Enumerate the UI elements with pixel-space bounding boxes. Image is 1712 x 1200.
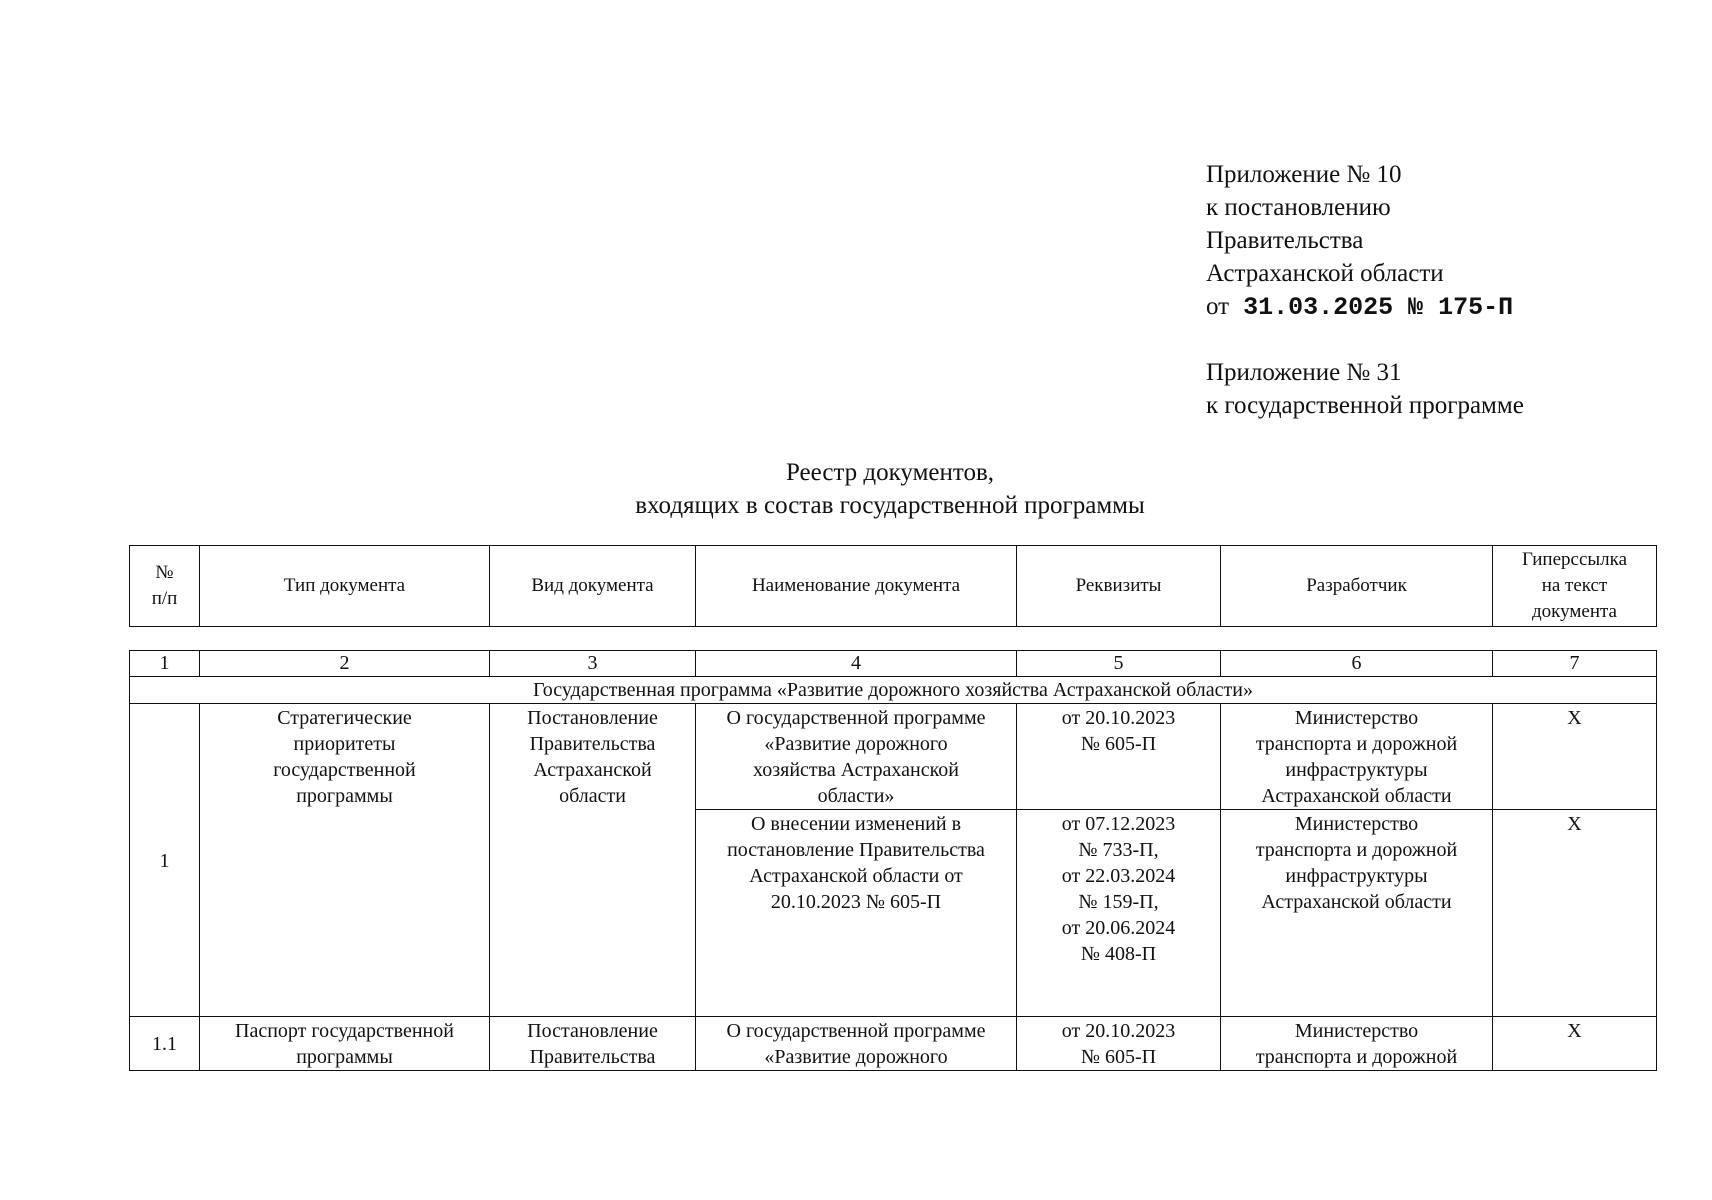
column-numbers-row: [130, 651, 1657, 677]
developer-cell: Министерство транспорта и дорожной инфраструктуры Астраханской области: [1221, 704, 1493, 810]
row-number: 1.1: [130, 1017, 200, 1071]
registry-table: [129, 650, 1657, 1071]
doc-type-cell: Паспорт государственной программы: [200, 1017, 490, 1071]
header-requisites: Реквизиты: [1017, 546, 1221, 627]
section-row: [130, 677, 1657, 704]
developer-cell: Министерство транспорта и дорожной: [1221, 1017, 1493, 1071]
requisites-cell: от 20.10.2023 № 605-П: [1017, 1017, 1221, 1071]
column-number: 3: [490, 651, 696, 677]
appendix-secondary: [1206, 356, 1524, 422]
title-line-2: входящих в состав государственной программы: [635, 492, 1145, 519]
title-line-1: Реестр документов,: [785, 459, 995, 486]
header-doc-name: Наименование документа: [696, 546, 1017, 627]
section-title: Государственная программа «Развитие дорожного хозяйства Астраханской области»: [130, 677, 1657, 704]
column-number: 2: [200, 651, 490, 677]
header-hyperlink: Гиперссылка на текст документа: [1493, 546, 1657, 627]
hyperlink-cell: X: [1493, 810, 1657, 1017]
appendix-date-line: [1206, 290, 1513, 324]
table-row: [130, 704, 1657, 810]
requisites-cell: от 07.12.2023 № 733-П, от 22.03.2024 № 159-П, от 20.06.2024 № 408-П: [1017, 810, 1221, 1017]
appendix-line: к постановлению: [1206, 194, 1391, 221]
column-number: 4: [696, 651, 1017, 677]
header-doc-kind: Вид документа: [490, 546, 696, 627]
column-number: 6: [1221, 651, 1493, 677]
column-number: 1: [130, 651, 200, 677]
doc-kind-cell: Постановление Правительства Астраханской области: [490, 704, 696, 1017]
column-number: 5: [1017, 651, 1221, 677]
appendix-line: Астраханской области: [1206, 260, 1444, 287]
appendix-line: Приложение № 31: [1206, 359, 1402, 386]
doc-name-cell: О государственной программе «Развитие дорожного хозяйства Астраханской области»: [696, 704, 1017, 810]
doc-name-cell: О внесении изменений в постановление Правительства Астраханской области от 20.10.2023 № 605-П: [696, 810, 1017, 1017]
table-row: [130, 1017, 1657, 1071]
appendix-line: к государственной программе: [1206, 392, 1524, 419]
column-number: 7: [1493, 651, 1657, 677]
registry-header-table: [129, 545, 1657, 627]
requisites-cell: от 20.10.2023 № 605-П: [1017, 704, 1221, 810]
header-doc-type: Тип документа: [200, 546, 490, 627]
doc-kind-cell: Постановление Правительства: [490, 1017, 696, 1071]
doc-name-cell: О государственной программе «Развитие дорожного: [696, 1017, 1017, 1071]
appendix-primary: [1206, 158, 1513, 324]
doc-type-cell: Стратегические приоритеты государственной программы: [200, 704, 490, 1017]
document-title: [0, 456, 1712, 522]
appendix-line: Правительства: [1206, 227, 1364, 254]
date-stamp: 31.03.2025 № 175-П: [1243, 293, 1514, 322]
row-number: 1: [130, 704, 200, 1017]
developer-cell: Министерство транспорта и дорожной инфраструктуры Астраханской области: [1221, 810, 1493, 1017]
header-developer: Разработчик: [1221, 546, 1493, 627]
date-prefix: от: [1206, 293, 1230, 320]
hyperlink-cell: X: [1493, 1017, 1657, 1071]
header-number: № п/п: [130, 546, 200, 627]
appendix-line: Приложение № 10: [1206, 161, 1402, 188]
hyperlink-cell: X: [1493, 704, 1657, 810]
